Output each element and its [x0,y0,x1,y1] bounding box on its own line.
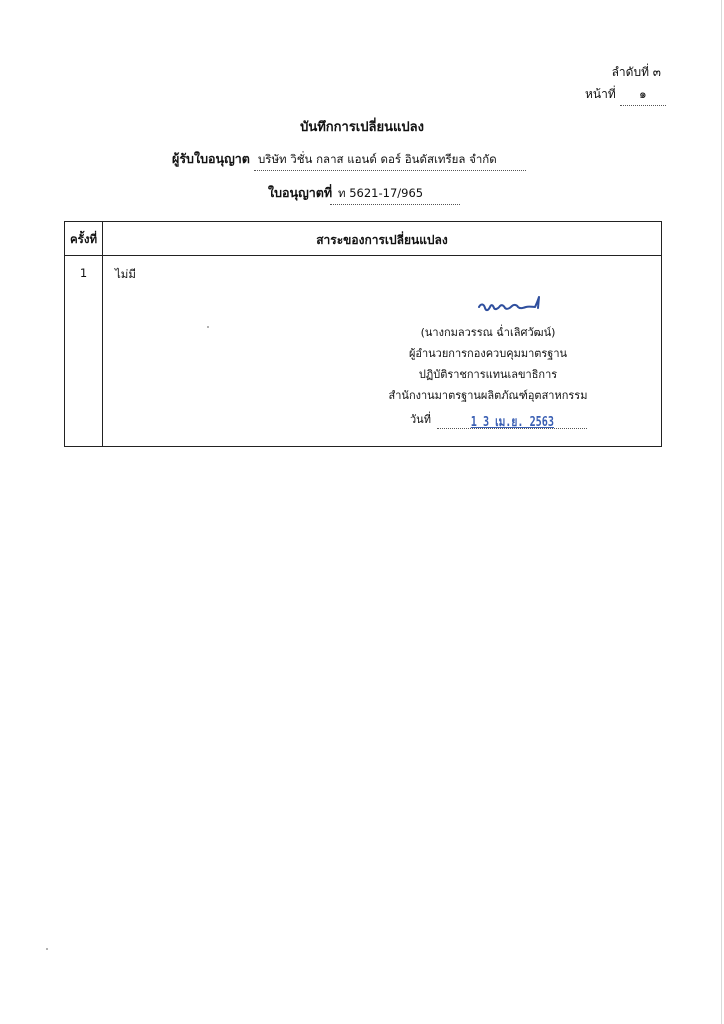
header-content: สาระของการเปลี่ยนแปลง [316,233,448,247]
header-no: ครั้งที่ [69,232,98,246]
scan-speck [207,326,209,328]
date-stamp: 1 3 เม.ย. 2563 [470,415,554,430]
license-label: ใบอนุญาตที่ [268,185,333,200]
licensee-value: บริษัท วิชั่น กลาส แอนด์ ดอร์ อินดัสเทรียล จำกัด [254,151,526,171]
license-value: ท 5621-17/965 [330,185,460,205]
license-row [268,183,460,205]
signatory-name: (นางกมลวรรณ ฉ่ำเลิศวัฒน์) [420,326,556,339]
signatory-position-1: ผู้อำนวยการกองควบคุมมาตรฐาน [408,347,568,360]
scan-speck [46,948,48,950]
scan-edge-line [721,0,722,1024]
document-title: บันทึกการเปลี่ยนแปลง [300,120,424,135]
table-header [65,222,661,256]
date-label: วันที่ [410,413,431,426]
order-number: ลำดับที่ ๓ [611,65,661,79]
licensee-label: ผู้รับใบอนุญาต [172,151,250,166]
signature-mark [477,295,549,321]
signatory-block [375,322,601,406]
licensee-row [172,149,532,171]
column-divider [102,222,103,446]
date-row [410,408,587,428]
change-record-table [64,221,662,447]
page-number-value: ๑ [620,85,666,106]
signatory-position-3: สำนักงานมาตรฐานผลิตภัณฑ์อุตสาหกรรม [388,389,588,402]
date-value-field [437,411,587,429]
row-content: ไม่มี [115,267,136,281]
page-number [585,85,666,106]
signatory-position-2: ปฏิบัติราชการแทนเลขาธิการ [418,368,558,381]
row-no: 1 [79,266,88,280]
page-number-label: หน้าที่ [585,87,616,101]
